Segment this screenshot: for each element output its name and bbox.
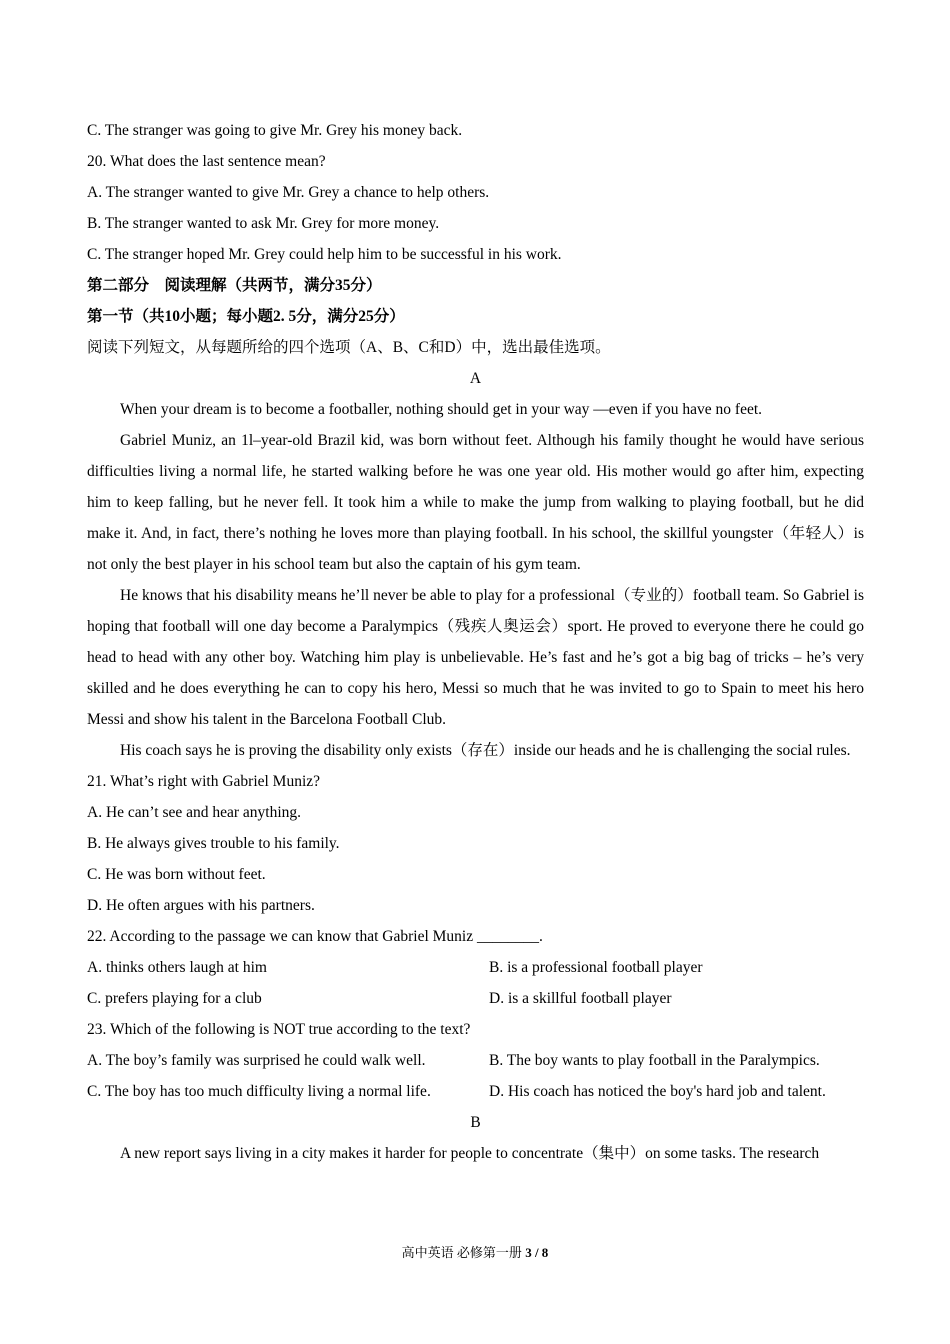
q22-option-b: B. is a professional football player [489, 959, 703, 976]
q21-option-d: D. He often argues with his partners. [87, 897, 315, 914]
passage-a-paragraph-1: When your dream is to become a footballer, nothing should get in your way —even if you have no feet. [120, 401, 763, 418]
footer-label: 高中英语 必修第一册 [401, 1245, 526, 1260]
reading-instruction: 阅读下列短文，从每题所给的四个选项（A、B、C和D）中，选出最佳选项。 [87, 339, 611, 356]
passage-a-letter: A [469, 370, 482, 387]
document-page [87, 115, 864, 1169]
q23-option-b: B. The boy wants to play football in the Paralympics. [489, 1052, 820, 1069]
passage-a-paragraph-3: He knows that his disability means he’ll never be able to play for a professional（专业的）football team. So Gabriel is hoping that football will one day become a Paralympics（残疾人奥运会）sport. He proved to everyone there he could go head to head with any other boy. Watching him play is unbelievable. He’s fast and he’s got a big bag of tricks – he’s very skilled and he does everything he can to copy his hero, Messi so much that he was invited to go to Spain to meet his hero Messi and show his talent in the Barcelona Football Club. [87, 587, 864, 728]
q20-option-c: C. The stranger hoped Mr. Grey could help him to be successful in his work. [87, 246, 562, 263]
q22-option-d: D. is a skillful football player [489, 990, 672, 1007]
section1-heading: 第一节（共10小题；每小题2. 5分，满分25分） [87, 308, 405, 325]
passage-b-letter: B [470, 1114, 481, 1131]
q23-options-row-1 [87, 1045, 864, 1076]
passage-a-paragraph-4: His coach says he is proving the disability only exists（存在）inside our heads and he is challenging the social rules. [120, 742, 851, 759]
q22-question: 22. According to the passage we can know that Gabriel Muniz ________. [87, 928, 543, 945]
q22-options-row-1 [87, 952, 864, 983]
page-footer [0, 1243, 950, 1263]
q22-options-row-2 [87, 983, 864, 1014]
part2-heading: 第二部分 阅读理解（共两节，满分35分） [87, 277, 382, 294]
q21-option-c: C. He was born without feet. [87, 866, 266, 883]
q20-option-b: B. The stranger wanted to ask Mr. Grey for more money. [87, 215, 440, 232]
q21-option-a: A. He can’t see and hear anything. [87, 804, 302, 821]
q23-question: 23. Which of the following is NOT true according to the text? [87, 1021, 471, 1038]
passage-b-paragraph-1: A new report says living in a city makes it harder for people to concentrate（集中）on some tasks. The research [120, 1145, 820, 1162]
q20-question: 20. What does the last sentence mean? [87, 153, 326, 170]
q21-question: 21. What’s right with Gabriel Muniz? [87, 773, 321, 790]
q22-option-c: C. prefers playing for a club [87, 990, 262, 1007]
q22-option-a: A. thinks others laugh at him [87, 959, 267, 976]
q23-option-c: C. The boy has too much difficulty living a normal life. [87, 1083, 431, 1100]
q21-option-b: B. He always gives trouble to his family. [87, 835, 340, 852]
q20-option-a: A. The stranger wanted to give Mr. Grey a chance to help others. [87, 184, 490, 201]
q23-options-row-2 [87, 1076, 864, 1107]
passage-a-paragraph-2: Gabriel Muniz, an 1l–year-old Brazil kid, was born without feet. Although his family thought he would have serious difficulties living a normal life, he started walking before he was one year old. His mother would go after him, expecting him to keep falling, but he never fell. It took him a while to make the jump from walking to playing football, but he did make it. And, in fact, there’s nothing he loves more than playing football. In his school, the skillful youngster（年轻人）is not only the best player in his school team but also the captain of his gym team. [87, 432, 864, 573]
page-number: 3 / 8 [525, 1245, 549, 1260]
q19-option-c: C. The stranger was going to give Mr. Grey his money back. [87, 122, 463, 139]
q23-option-a: A. The boy’s family was surprised he could walk well. [87, 1052, 426, 1069]
q23-option-d: D. His coach has noticed the boy's hard job and talent. [489, 1083, 826, 1100]
